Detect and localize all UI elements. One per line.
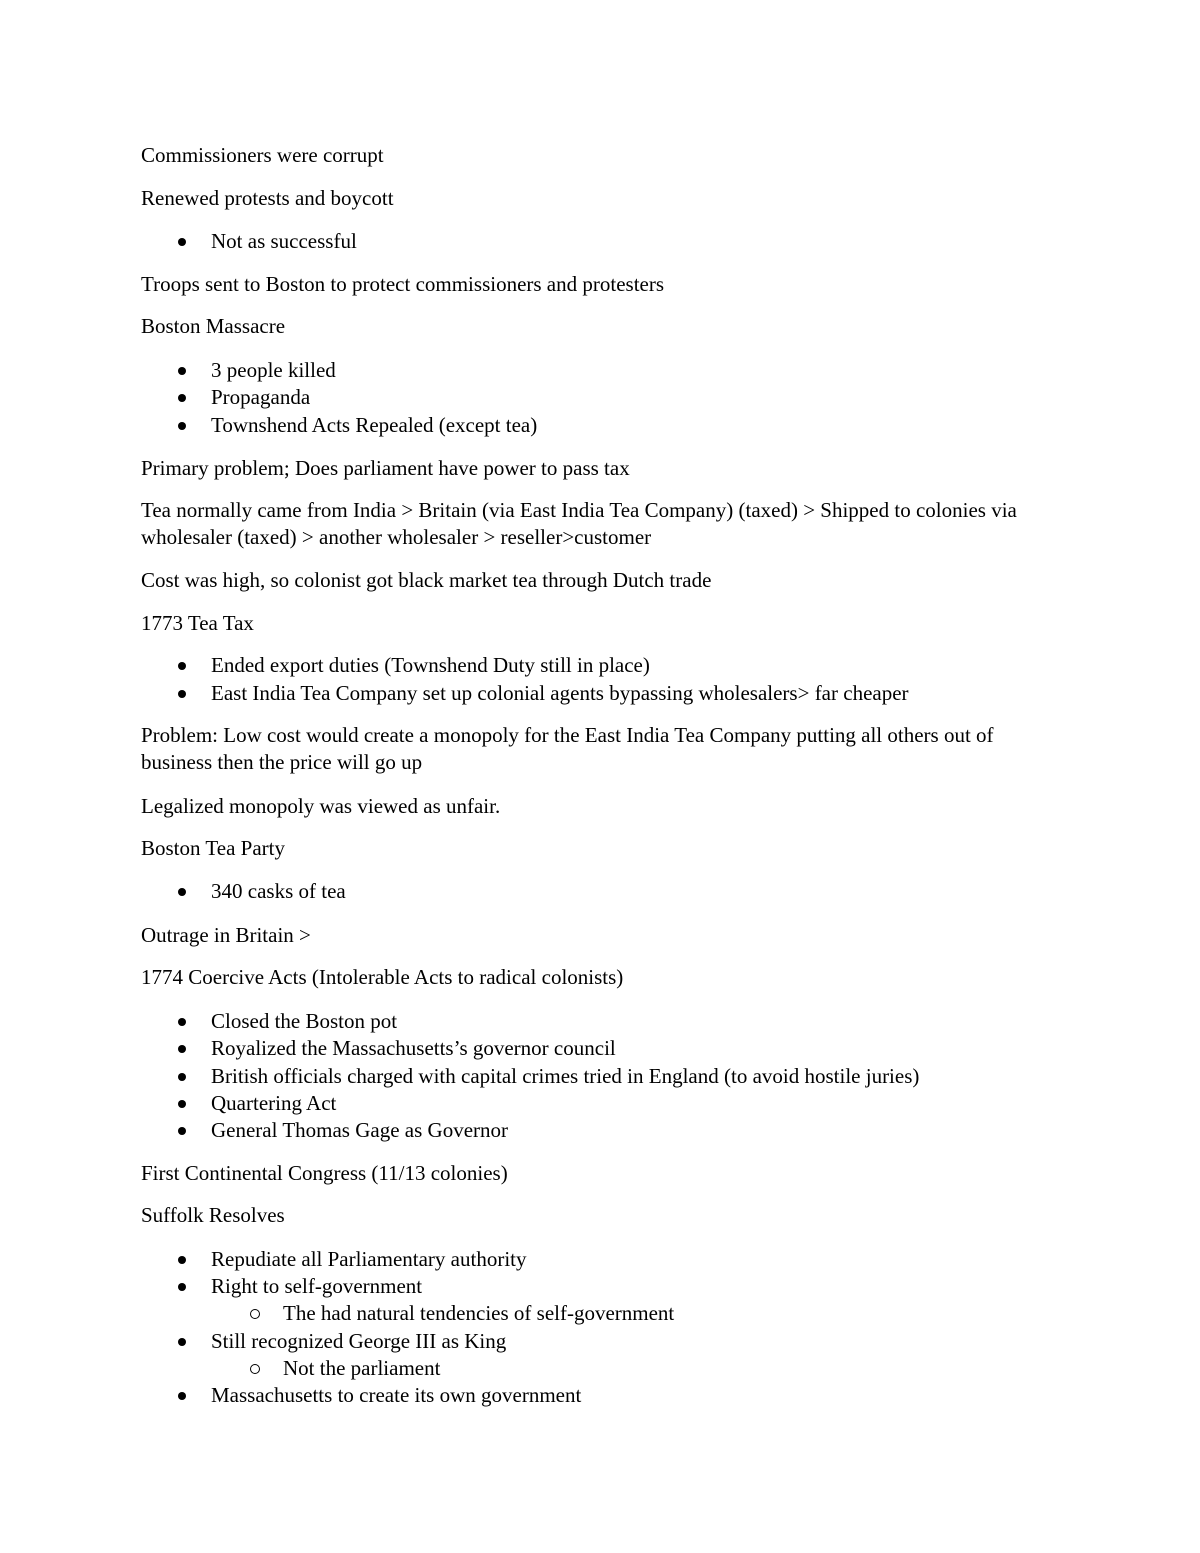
bullet-item: Repudiate all Parliamentary authority — [211, 1247, 527, 1271]
bullet-item: Closed the Boston pot — [211, 1009, 398, 1033]
note-line: Boston Massacre — [141, 314, 286, 338]
note-paragraph: Tea normally came from India > Britain (via East India Tea Company) (taxed) > Shipped to colonies via wholesaler (taxed) > another wholesaler > reseller>customer — [141, 498, 1017, 549]
note-line: 1773 Tea Tax — [141, 611, 254, 635]
note-line: Cost was high, so colonist got black market tea through Dutch trade — [141, 568, 712, 592]
note-paragraph: Problem: Low cost would create a monopoly for the East India Tea Company putting all others out of business then the price will go up — [141, 723, 994, 774]
bullet-item: Not as successful — [211, 229, 357, 253]
bullet-item: Quartering Act — [211, 1091, 337, 1115]
bullet-item: Royalized the Massachusetts’s governor council — [211, 1036, 616, 1060]
note-line: Troops sent to Boston to protect commissioners and protesters — [141, 272, 665, 296]
note-line: Commissioners were corrupt — [141, 143, 384, 167]
note-line: Outrage in Britain > — [141, 923, 311, 947]
note-line: Boston Tea Party — [141, 836, 285, 860]
bullet-item: Townshend Acts Repealed (except tea) — [211, 413, 538, 437]
note-line: Legalized monopoly was viewed as unfair. — [141, 794, 501, 818]
note-line: First Continental Congress (11/13 colonies) — [141, 1161, 508, 1185]
bullet-item: East India Tea Company set up colonial agents bypassing wholesalers> far cheaper — [211, 681, 909, 705]
note-line: Suffolk Resolves — [141, 1203, 285, 1227]
bullet-item: 3 people killed — [211, 358, 336, 382]
bullet-item: British officials charged with capital crimes tried in England (to avoid hostile juries) — [211, 1064, 920, 1088]
note-line: 1774 Coercive Acts (Intolerable Acts to radical colonists) — [141, 965, 624, 989]
sub-bullet-item: Not the parliament — [283, 1356, 441, 1380]
note-line: Primary problem; Does parliament have power to pass tax — [141, 456, 630, 480]
bullet-item: Still recognized George III as King — [211, 1329, 507, 1353]
bullet-item: Massachusetts to create its own government — [211, 1383, 582, 1407]
bullet-item: General Thomas Gage as Governor — [211, 1118, 509, 1142]
bullet-item: Right to self-government — [211, 1274, 423, 1298]
bullet-item: Ended export duties (Townshend Duty still in place) — [211, 653, 650, 677]
bullet-item: 340 casks of tea — [211, 879, 346, 903]
note-line: Renewed protests and boycott — [141, 186, 394, 210]
bullet-item: Propaganda — [211, 385, 311, 409]
sub-bullet-item: The had natural tendencies of self-government — [283, 1301, 675, 1325]
